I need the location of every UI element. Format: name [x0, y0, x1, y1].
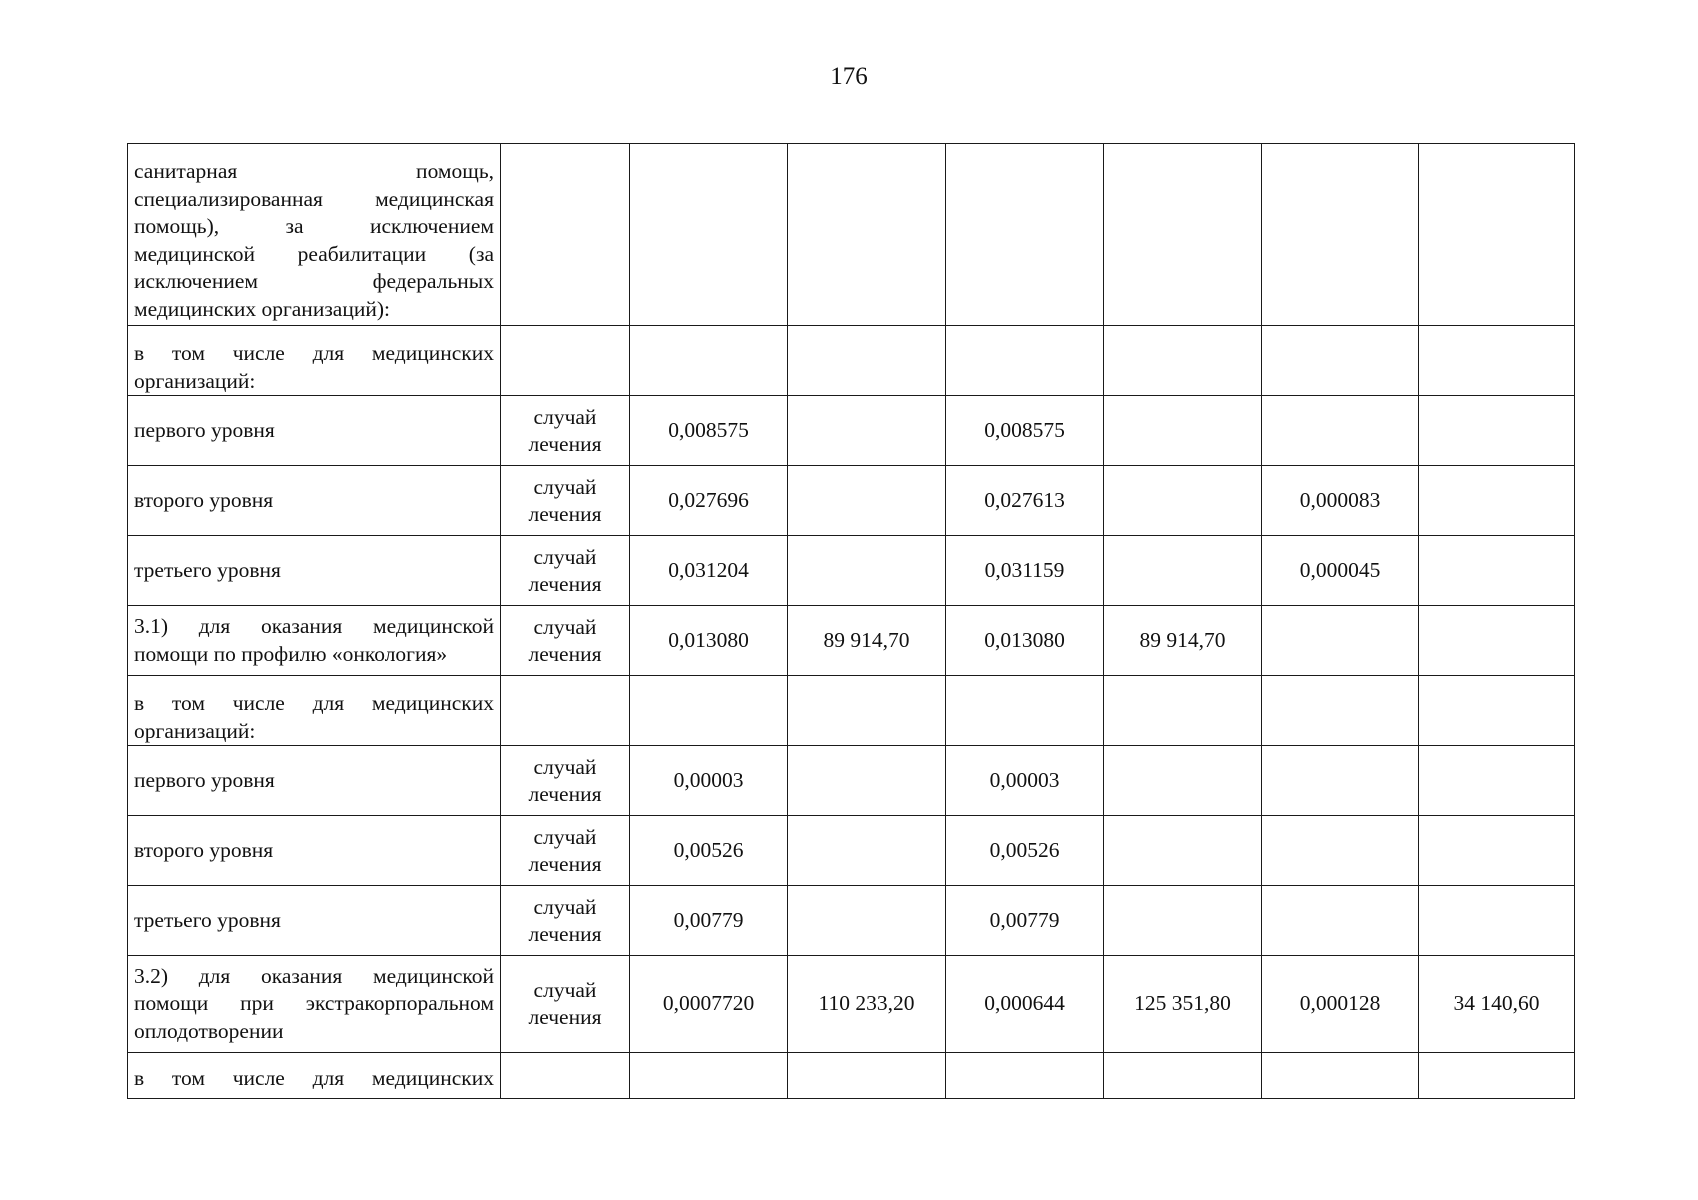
value-cell [1104, 746, 1262, 816]
unit-cell: случай лечения [501, 536, 630, 606]
value-cell [788, 466, 946, 536]
value-cell [788, 886, 946, 956]
table-row [128, 816, 1575, 886]
value-cell [788, 746, 946, 816]
value-cell: 0,0007720 [630, 956, 788, 1053]
row-name-cell: третьего уровня [128, 886, 501, 956]
page-number: 176 [830, 63, 868, 90]
value-cell: 0,000128 [1262, 956, 1419, 1053]
value-cell: 125 351,80 [1104, 956, 1262, 1053]
row-name-cell: первого уровня [128, 396, 501, 466]
value-cell: 0,00003 [630, 746, 788, 816]
value-cell: 0,00526 [946, 816, 1104, 886]
unit-cell: случай лечения [501, 746, 630, 816]
value-cell [1419, 536, 1575, 606]
value-cell [1419, 144, 1575, 326]
unit-cell [501, 676, 630, 746]
row-name-cell: второго уровня [128, 466, 501, 536]
value-cell [1419, 606, 1575, 676]
table-row [128, 466, 1575, 536]
value-cell: 0,000083 [1262, 466, 1419, 536]
unit-cell: случай лечения [501, 606, 630, 676]
value-cell [946, 326, 1104, 396]
row-name-cell: в том числе для медицинских организаций: [128, 326, 501, 396]
value-cell: 0,031159 [946, 536, 1104, 606]
table-row [128, 144, 1575, 326]
value-cell: 0,027696 [630, 466, 788, 536]
value-cell: 110 233,20 [788, 956, 946, 1053]
value-cell: 0,00779 [946, 886, 1104, 956]
unit-cell: случай лечения [501, 466, 630, 536]
value-cell: 0,008575 [630, 396, 788, 466]
data-table [127, 143, 1575, 1099]
value-cell [946, 676, 1104, 746]
value-cell [1104, 144, 1262, 326]
table-row [128, 536, 1575, 606]
value-cell [1104, 1053, 1262, 1099]
value-cell [630, 676, 788, 746]
value-cell [1419, 886, 1575, 956]
unit-cell [501, 326, 630, 396]
unit-cell: случай лечения [501, 396, 630, 466]
value-cell: 0,013080 [630, 606, 788, 676]
table-row [128, 326, 1575, 396]
value-cell [788, 816, 946, 886]
row-name-cell: в том числе для медицинских организаций: [128, 676, 501, 746]
row-name-cell: в том числе для медицинских [128, 1053, 501, 1099]
value-cell [1262, 746, 1419, 816]
value-cell [1419, 1053, 1575, 1099]
value-cell [788, 1053, 946, 1099]
value-cell: 0,027613 [946, 466, 1104, 536]
value-cell [1104, 466, 1262, 536]
value-cell [1104, 676, 1262, 746]
value-cell: 89 914,70 [788, 606, 946, 676]
row-name-cell: второго уровня [128, 816, 501, 886]
value-cell [1104, 326, 1262, 396]
value-cell [1419, 396, 1575, 466]
value-cell [1419, 676, 1575, 746]
value-cell [1419, 746, 1575, 816]
unit-cell: случай лечения [501, 816, 630, 886]
value-cell [1262, 816, 1419, 886]
table-row [128, 886, 1575, 956]
value-cell [788, 536, 946, 606]
value-cell [788, 676, 946, 746]
value-cell: 89 914,70 [1104, 606, 1262, 676]
value-cell [630, 326, 788, 396]
value-cell: 0,00526 [630, 816, 788, 886]
value-cell [630, 144, 788, 326]
value-cell [1104, 396, 1262, 466]
value-cell [1419, 816, 1575, 886]
value-cell [1104, 536, 1262, 606]
value-cell: 0,000045 [1262, 536, 1419, 606]
value-cell [788, 326, 946, 396]
row-name-cell: 3.1) для оказания медицинской помощи по профилю «онкология» [128, 606, 501, 676]
row-name-cell: первого уровня [128, 746, 501, 816]
value-cell: 0,013080 [946, 606, 1104, 676]
value-cell: 0,008575 [946, 396, 1104, 466]
value-cell [946, 144, 1104, 326]
value-cell [1262, 606, 1419, 676]
value-cell [788, 144, 946, 326]
value-cell [1262, 396, 1419, 466]
table-row [128, 956, 1575, 1053]
value-cell [1419, 466, 1575, 536]
table-row [128, 746, 1575, 816]
value-cell: 0,00003 [946, 746, 1104, 816]
unit-cell [501, 144, 630, 326]
row-name-cell: 3.2) для оказания медицинской помощи при экстракорпоральном оплодотворении [128, 956, 501, 1053]
unit-cell [501, 1053, 630, 1099]
table-row [128, 396, 1575, 466]
value-cell: 0,000644 [946, 956, 1104, 1053]
row-name-cell: санитарная помощь, специализированная медицинская помощь), за исключением медицинской реабилитации (за исключением федеральных медицинских организаций): [128, 144, 501, 326]
value-cell [1262, 1053, 1419, 1099]
value-cell [1104, 816, 1262, 886]
value-cell [1262, 886, 1419, 956]
value-cell [1104, 886, 1262, 956]
value-cell: 0,00779 [630, 886, 788, 956]
unit-cell: случай лечения [501, 956, 630, 1053]
value-cell [1262, 676, 1419, 746]
value-cell: 34 140,60 [1419, 956, 1575, 1053]
value-cell: 0,031204 [630, 536, 788, 606]
value-cell [788, 396, 946, 466]
table-row [128, 606, 1575, 676]
value-cell [1262, 326, 1419, 396]
value-cell [946, 1053, 1104, 1099]
row-name-cell: третьего уровня [128, 536, 501, 606]
value-cell [1262, 144, 1419, 326]
value-cell [630, 1053, 788, 1099]
unit-cell: случай лечения [501, 886, 630, 956]
table-row [128, 1053, 1575, 1099]
value-cell [1419, 326, 1575, 396]
table-row [128, 676, 1575, 746]
